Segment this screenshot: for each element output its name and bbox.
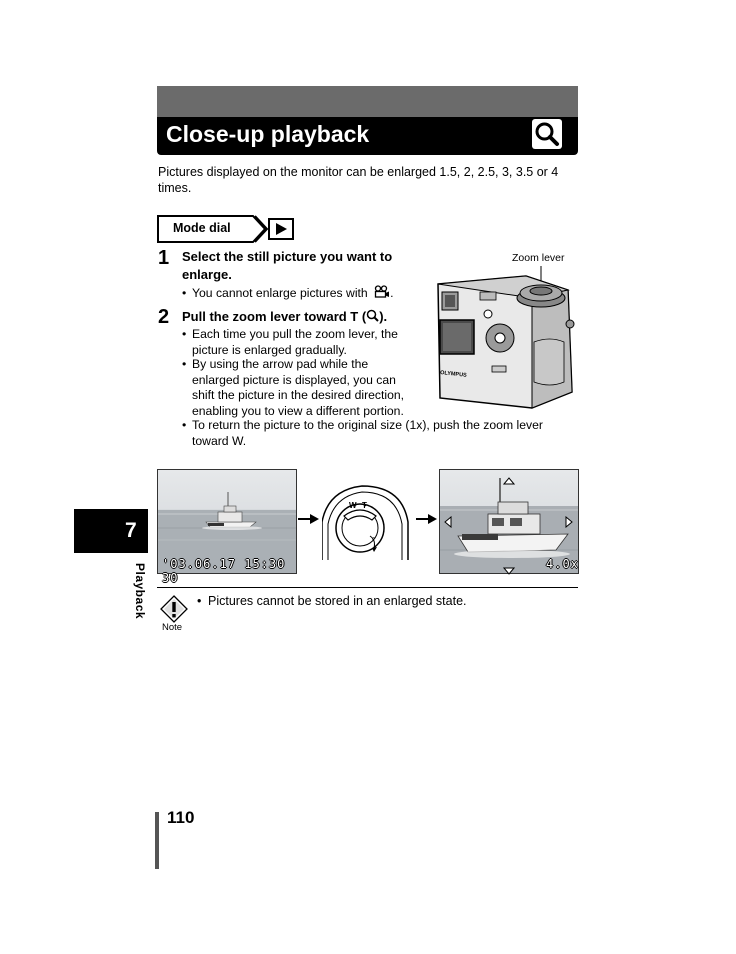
step-1-title-line1: Select the still picture you want to xyxy=(182,249,393,264)
bullet-dot: • xyxy=(182,357,187,371)
bullet-3-line-2: toward W. xyxy=(192,433,247,448)
movie-camera-icon xyxy=(374,285,390,303)
zoom-lever-label: Zoom lever xyxy=(512,252,565,264)
bullet-dot: • xyxy=(182,327,187,341)
step-1-bullet-text: You cannot enlarge pictures with xyxy=(192,285,368,300)
page-title: Close-up playback xyxy=(166,121,370,147)
bullet-2-line-4: enabling you to view a different portion. xyxy=(192,403,404,418)
step-1-title-line2: enlarge. xyxy=(182,267,232,282)
scroll-left-arrow-icon xyxy=(444,515,452,533)
lever-w-label: W xyxy=(349,501,357,510)
mode-dial-indicator xyxy=(157,214,297,249)
step-2-title-text: Pull the zoom lever toward T ( xyxy=(182,309,367,324)
chapter-number: 7 xyxy=(125,519,137,542)
screen-date-time-osd: '03.06.17 15:30 30 xyxy=(162,557,286,585)
bullet-1-line-1: Each time you pull the zoom lever, the xyxy=(192,327,398,341)
scroll-up-arrow-icon xyxy=(503,472,515,490)
arrow-right-icon xyxy=(416,512,438,530)
step-2-title-suffix: ). xyxy=(379,309,388,324)
camera-brand-text: OLYMPUS xyxy=(439,370,467,379)
mode-dial-label: Mode dial xyxy=(173,221,231,235)
bullet-2-line-3: shift the picture in the desired direction, xyxy=(192,388,405,402)
zoom-lever-closeup xyxy=(322,482,414,565)
step-1-bullet xyxy=(182,285,394,303)
magnifier-icon xyxy=(532,119,562,149)
page-number: 110 xyxy=(167,808,195,827)
step-2-title xyxy=(182,308,387,327)
arrow-right-icon xyxy=(298,512,320,530)
note-text xyxy=(197,594,467,608)
playback-triangle-icon xyxy=(268,218,294,245)
bullet-2-line-1: By using the arrow pad while the xyxy=(192,357,369,371)
bullet-dot: • xyxy=(197,594,202,608)
svg-text:⌕: ⌕ xyxy=(372,536,376,542)
step-2-number: 2 xyxy=(158,306,170,328)
bullet-1-line-2: picture is enlarged gradually. xyxy=(192,342,347,357)
chapter-tab xyxy=(74,509,148,553)
scroll-down-arrow-icon xyxy=(503,562,515,580)
note-divider xyxy=(157,587,578,588)
lever-t-label: T xyxy=(362,501,367,510)
bullet-2-line-2: enlarged picture is displayed, you can xyxy=(192,372,396,387)
scroll-right-arrow-icon xyxy=(565,515,573,533)
header-top-band xyxy=(157,86,578,117)
step-2-bullet-2 xyxy=(182,357,404,419)
magnifier-small-icon xyxy=(366,309,379,327)
intro-paragraph: Pictures displayed on the monitor can be enlarged 1.5, 2, 2.5, 3, 3.5 or 4 times. xyxy=(158,165,559,195)
camera-illustration xyxy=(428,262,580,427)
screen-after-zoom xyxy=(439,469,579,574)
note-label: Note xyxy=(162,622,183,633)
bullet-3-line-1: To return the picture to the original size (1x), push the zoom lever xyxy=(192,418,543,432)
step-2-bullet-1 xyxy=(182,327,398,358)
bullet-dot: • xyxy=(182,285,187,300)
page-number-bar xyxy=(155,812,159,869)
chapter-label: Playback xyxy=(133,563,147,620)
step-1-number: 1 xyxy=(158,247,170,269)
step-1-bullet-suffix: . xyxy=(390,285,394,300)
zoom-factor-osd: 4.0x xyxy=(546,557,579,571)
screen-before-zoom xyxy=(157,469,297,585)
bullet-dot: • xyxy=(182,418,187,432)
note-text-content: Pictures cannot be stored in an enlarged state. xyxy=(208,594,467,608)
